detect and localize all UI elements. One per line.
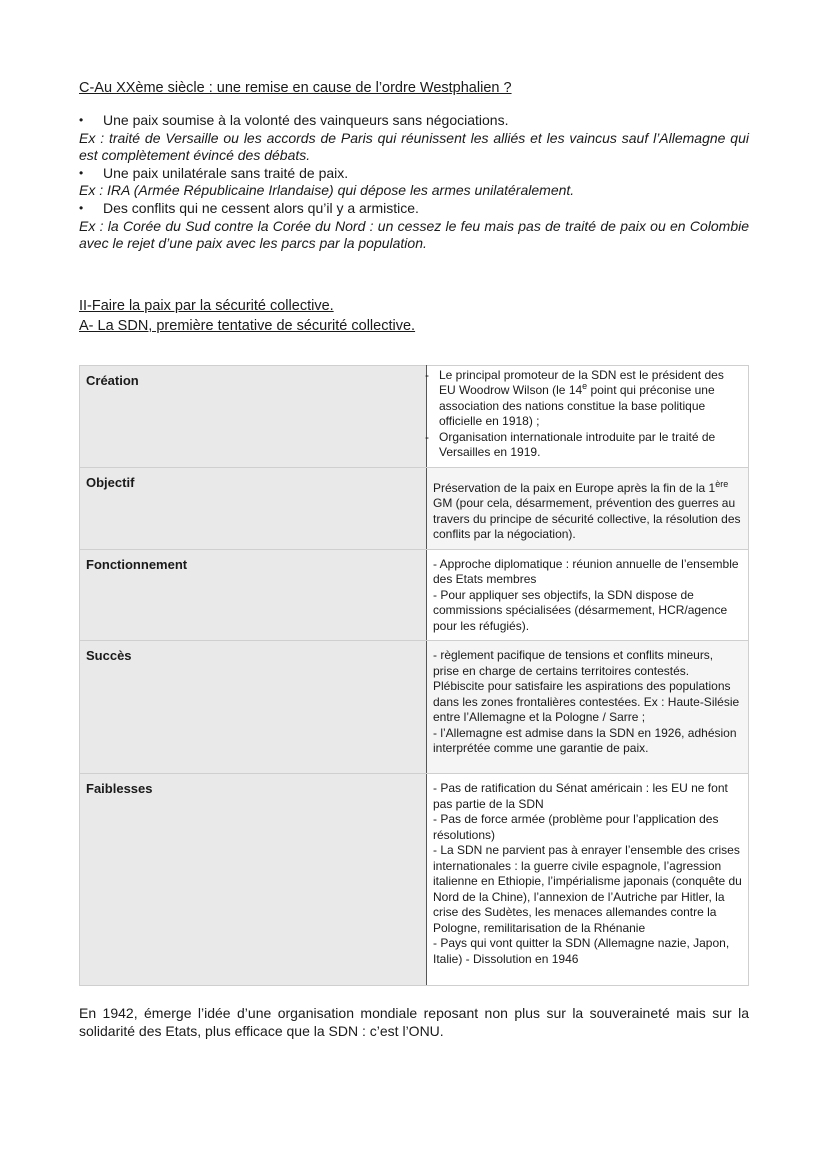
table-row [80, 467, 749, 549]
example-text: Ex : la Corée du Sud contre la Corée du Nord : un cessez le feu mais pas de traité de paix ou en Colombie avec le rejet d’une paix avec les parcs par la population. [79, 217, 749, 252]
table-row [80, 641, 749, 774]
bullet-icon: • [79, 113, 84, 127]
list-item-text: Organisation internationale introduite par le traité de Versailles en 1919. [439, 429, 716, 460]
table-row [80, 365, 749, 467]
list-item-text: Le principal promoteur de la SDN est le président des EU Woodrow Wilson (le 14e point qui préconise une association des nations constitue la base politique officielle en 1918) ; [439, 367, 724, 429]
dash-icon: - [425, 429, 429, 444]
list-item-text: - Pas de ratification du Sénat américain : les EU ne font pas partie de la SDN [433, 781, 728, 811]
row-value-objectif: Préservation de la paix en Europe après la fin de la 1ère GM (pour cela, désarmement, prévention des guerres au travers du principe de sécurité collective, la résolution des conflits par la négociation). [427, 467, 749, 549]
row-label-succes: Succès [80, 641, 427, 774]
list-item-text: - Pays qui vont quitter la SDN (Allemagne nazie, Japon, Italie) - Dissolution en 1946 [433, 936, 730, 966]
bullet-icon: • [79, 200, 84, 215]
list-item [425, 429, 742, 461]
dash-icon: - [425, 367, 429, 382]
example-text: Ex : IRA (Armée Républicaine Irlandaise) qui dépose les armes unilatéralement. [79, 182, 575, 199]
bullet-item [79, 200, 749, 218]
row-value-faiblesses [427, 774, 749, 986]
list-item-text: - Approche diplomatique : réunion annuelle de l’ensemble des Etats membres [433, 556, 739, 587]
list-item-text: - règlement pacifique de tensions et conflits mineurs, prise en charge de certains territoires contestés. Plébiscite pour satisfaire les aspirations des populations dans les zones frontalières contestées. Ex : Haute-Silésie entre l’Allemagne et la Pologne / Sarre ; [433, 648, 740, 725]
row-value-fonctionnement [427, 549, 749, 641]
row-value-succes [427, 641, 749, 774]
list-item-text: - Pour appliquer ses objectifs, la SDN dispose de commissions spécialisées (désarmement, HCR/agence pour les réfugiés). [433, 587, 728, 633]
table-row [80, 549, 749, 641]
list-item-text: - La SDN ne parvient pas à enrayer l’ensemble des crises internationales : la guerre civile espagnole, l’agression italienne en Ethiopie, l’impérialisme japonais (conquête du Nord de la Chine), l’annexion de l’Autriche par Hitler, la crise des Sudètes, les menaces allemandes contre la Pologne, remilitarisation de la Rhénanie [433, 843, 742, 935]
section-ii-heading: II-Faire la paix par la sécurité collective. [79, 297, 334, 314]
section-ii-a-heading: A- La SDN, première tentative de sécurité collective. [79, 317, 416, 334]
bullet-item [79, 165, 749, 183]
example-text: Ex : traité de Versaille ou les accords de Paris qui réunissent les alliés et les vaincus sauf l’Allemagne qui est complètement évincé des débats. [79, 129, 749, 164]
section-c-heading: C-Au XXème siècle : une remise en cause de l’ordre Westphalien ? [79, 80, 512, 96]
list-item-text: - Pas de force armée (problème pour l’application des résolutions) [433, 812, 719, 842]
conclusion-paragraph: En 1942, émerge l’idée d’une organisation mondiale reposant non plus sur la souveraineté mais sur la solidarité des Etats, plus efficace que la SDN : c’est l’ONU. [79, 1005, 749, 1039]
bullet-item [79, 112, 749, 130]
row-value-creation [427, 365, 749, 467]
row-label-creation: Création [80, 365, 427, 467]
row-label-faiblesses: Faiblesses [80, 774, 427, 986]
list-item-text: - l’Allemagne est admise dans la SDN en 1926, adhésion interprétée comme une garantie de paix. [433, 725, 737, 756]
table-row [80, 774, 749, 986]
list-item [425, 367, 742, 430]
document-page [79, 78, 749, 1054]
row-label-objectif: Objectif [80, 467, 427, 549]
bullet-text: Une paix soumise à la volonté des vainqueurs sans négociations. [103, 112, 509, 128]
bullet-text: Une paix unilatérale sans traité de paix. [103, 164, 349, 181]
bullet-icon: • [79, 165, 84, 180]
bullet-text: Des conflits qui ne cessent alors qu’il y a armistice. [103, 199, 419, 216]
sdn-table [79, 365, 749, 987]
row-label-fonctionnement: Fonctionnement [80, 549, 427, 641]
